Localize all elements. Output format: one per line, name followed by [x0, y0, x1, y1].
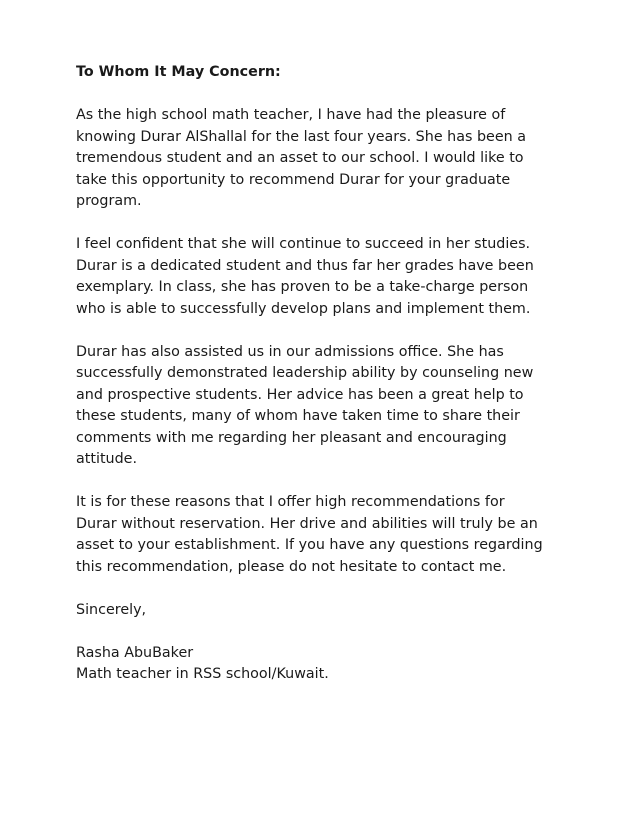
- paragraph-intro: As the high school math teacher, I have had the pleasure of knowing Durar AlShallal for the last four years. She has been a tremendous student and an asset to our school. I would like to take this opportunity to recommend Durar for your graduate program.: [76, 107, 527, 209]
- paragraph-recommendation: It is for these reasons that I offer high recommendations for Durar without reservation. Her drive and abilities will truly be an asset to your establishment. If you have any questions regarding this recommendation, please do not hesitate to contact me.: [76, 494, 543, 575]
- paragraph-admissions: Durar has also assisted us in our admissions office. She has successfully demonstrated leadership ability by counseling new and prospective students. Her advice has been a great help to these students, many of whom have taken time to share their comments with me regarding her pleasant and encouraging attitude.: [76, 343, 534, 467]
- letter-page: [76, 62, 566, 686]
- signature-block: [76, 643, 566, 686]
- paragraph-confidence: I feel confident that she will continue to succeed in her studies. Durar is a dedicated student and thus far her grades have been exemplary. In class, she has proven to be a take-charge person who is able to successfully develop plans and implement them.: [76, 236, 534, 317]
- closing: Sincerely,: [76, 601, 147, 618]
- signer-title: Math teacher in RSS school/Kuwait.: [76, 666, 329, 682]
- salutation: To Whom It May Concern:: [76, 64, 281, 80]
- signer-name: Rasha AbuBaker: [76, 644, 194, 661]
